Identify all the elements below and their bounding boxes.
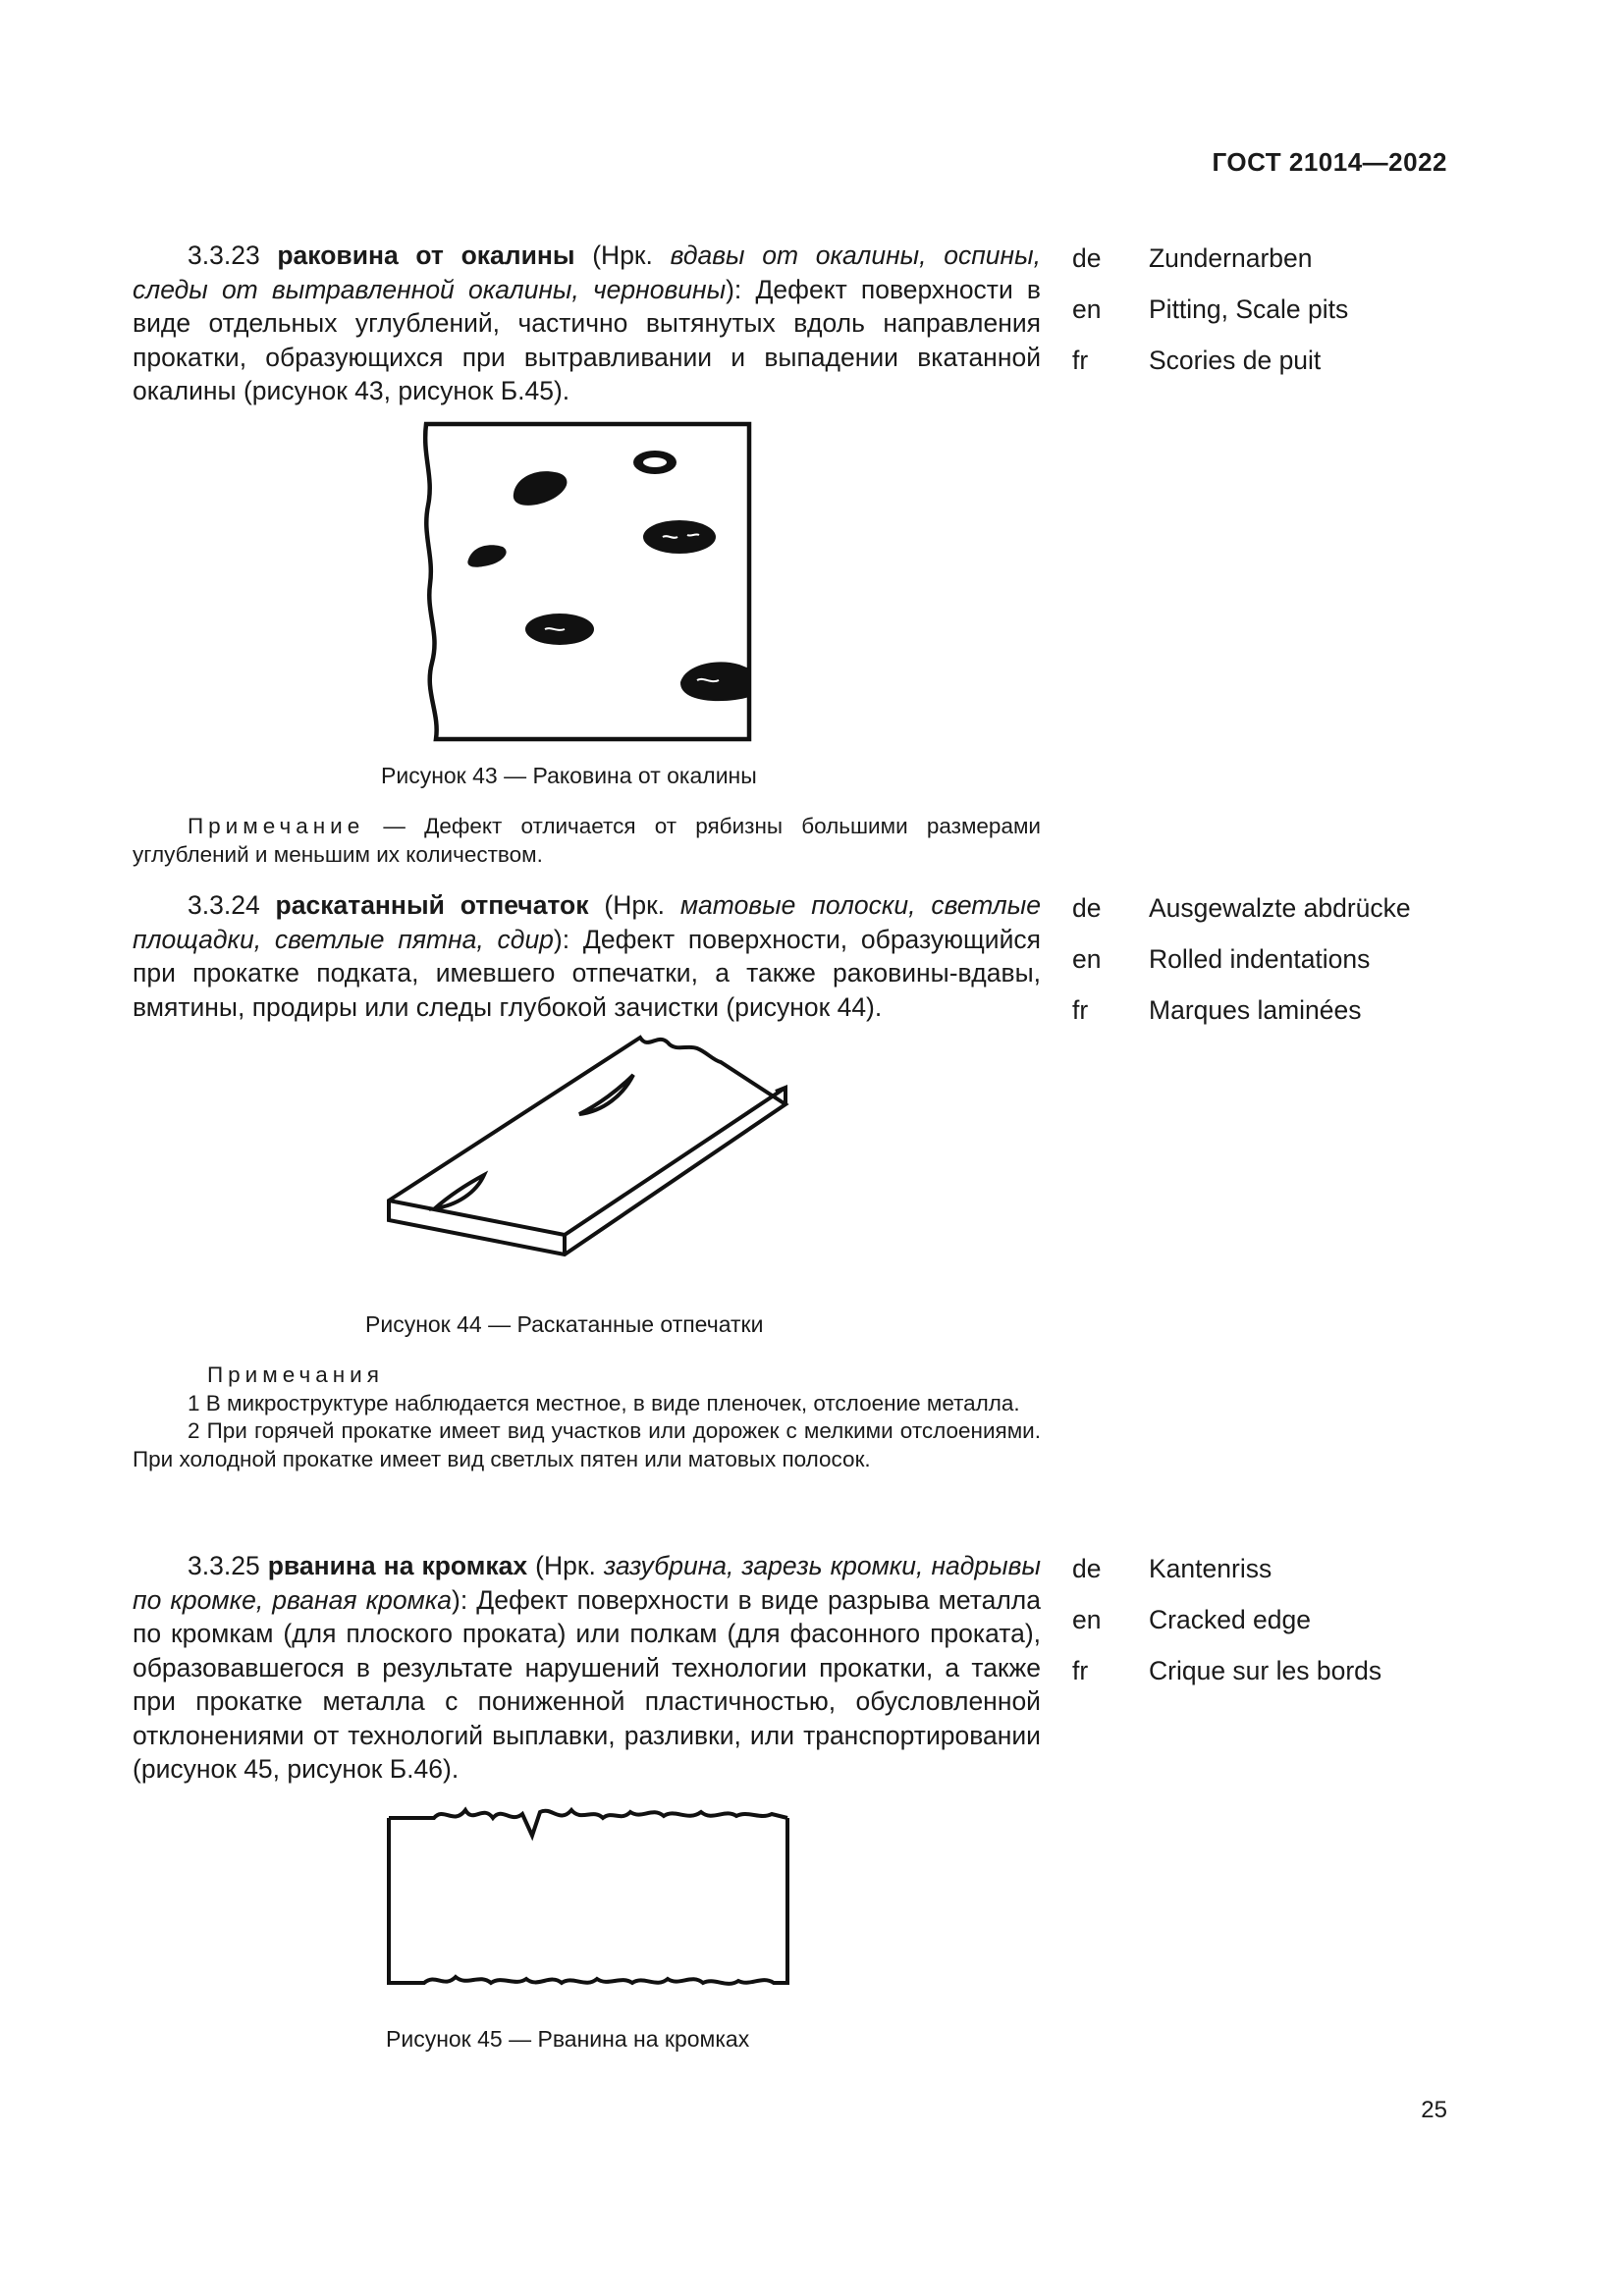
translation-row: fr Scories de puit: [1072, 346, 1322, 375]
term-number: 3.3.24: [188, 890, 260, 920]
definition-text: ): Дефект поверхности в виде разрыва металла по кромкам (для плоского проката) или полкам (для фасонного проката), образовавшегося в результате нарушений технологии прокатки, а также при прокатке металла с пониженной пластичностью, обусловленной отклонениями от технологий выплавки, разливки, или транспортировании (рисунок 45, рисунок Б.46).: [133, 1584, 1041, 1784]
term-definition-3-3-24: 3.3.24 раскатанный отпечаток (Нрк. матовые полоски, светлые площадки, светлые пятна, сдир): Дефект поверхности, образующийся при прокатке подката, имевшего отпечатки, а также раковины-вдавы, вмятины, продиры или следы глубокой зачистки (рисунок 44).: [133, 890, 1041, 1022]
translations-3-3-23: [1072, 243, 1485, 397]
translations-3-3-25: [1072, 1554, 1485, 1707]
note-label: Примечание: [188, 814, 365, 838]
term-number: 3.3.23: [188, 240, 260, 270]
definition-text: ): Дефект поверхности в виде отдельных углублений, частично вытянутых вдоль направления прокатки, образующихся при вытравливании и выпадении вкатанной окалины (рисунок 43, рисунок Б.45).: [133, 274, 1041, 405]
non-recommended-terms: вдавы от окалины, оспины, следы от вытравленной окалины, черновины: [133, 240, 1041, 304]
term-number: 3.3.25: [188, 1551, 260, 1580]
translations-3-3-24: [1072, 893, 1485, 1046]
translation-row: fr Marques laminées: [1072, 995, 1362, 1025]
figure-43-scale-pits: [422, 417, 756, 746]
page-number: 25: [1421, 2097, 1447, 2123]
translation-row: en Cracked edge: [1072, 1605, 1311, 1634]
note-item: 1 В микроструктуре наблюдается местное, в виде пленочек, отслоение металла.: [188, 1390, 1020, 1415]
translation-row: de Zundernarben: [1072, 243, 1313, 273]
figure-45-cracked-edge: [385, 1796, 791, 1993]
term-name: рванина на кромках: [267, 1551, 528, 1580]
translation-row: de Ausgewalzte abdrücke: [1072, 893, 1411, 923]
term-definition-3-3-23: 3.3.23 раковина от окалины (Нрк. вдавы от окалины, оспины, следы от вытравленной окалины, черновины): Дефект поверхности в виде отдельных углублений, частично вытянутых вдоль направления прокатки, образующихся при вытравливании и выпадении вкатанной окалины (рисунок 43, рисунок Б.45).: [133, 240, 1041, 405]
figure-44-caption: Рисунок 44 — Раскатанные отпечатки: [365, 1311, 764, 1337]
note-3-3-23: Примечание — Дефект отличается от рябизны большими размерами углублений и меньшим их количеством.: [133, 814, 1041, 867]
document-id: ГОСТ 21014—2022: [1212, 147, 1447, 177]
translation-row: de Kantenriss: [1072, 1554, 1272, 1583]
notes-label: Примечания: [207, 1362, 384, 1387]
non-recommended-terms: матовые полоски, светлые площадки, светлые пятна, сдир: [133, 890, 1041, 954]
figure-45-caption: Рисунок 45 — Рванина на кромках: [386, 2026, 750, 2052]
translation-row: en Pitting, Scale pits: [1072, 294, 1349, 324]
figure-44-rolled-indentations: [383, 1031, 795, 1306]
term-definition-3-3-25: 3.3.25 рванина на кромках (Нрк. зазубрина, зарезь кромки, надрывы по кромке, рваная кромка): Дефект поверхности в виде разрыва металла по кромкам (для плоского проката) или полкам (для фасонного проката), образовавшегося в результате нарушений технологии прокатки, а также при прокатке металла с пониженной пластичностью, обусловленной отклонениями от технологий выплавки, разливки, или транспортировании (рисунок 45, рисунок Б.46).: [133, 1551, 1041, 1784]
note-item: 2 При горячей прокатке имеет вид участков или дорожек с мелкими отслоениями. При холодной прокатке имеет вид светлых пятен или матовых полосок.: [133, 1418, 1041, 1471]
term-name: раскатанный отпечаток: [275, 890, 589, 920]
translation-row: fr Crique sur les bords: [1072, 1656, 1382, 1685]
figure-43-caption: Рисунок 43 — Раковина от окалины: [381, 763, 757, 788]
notes-3-3-24: [133, 1362, 1041, 1473]
translation-row: en Rolled indentations: [1072, 944, 1371, 974]
non-recommended-terms: зазубрина, зарезь кромки, надрывы по кромке, рваная кромка: [133, 1551, 1041, 1615]
term-name: раковина от окалины: [277, 240, 575, 270]
definition-text: ): Дефект поверхности, образующийся при прокатке подката, имевшего отпечатки, а также раковины-вдавы, вмятины, продиры или следы глубокой зачистки (рисунок 44).: [133, 924, 1041, 1022]
